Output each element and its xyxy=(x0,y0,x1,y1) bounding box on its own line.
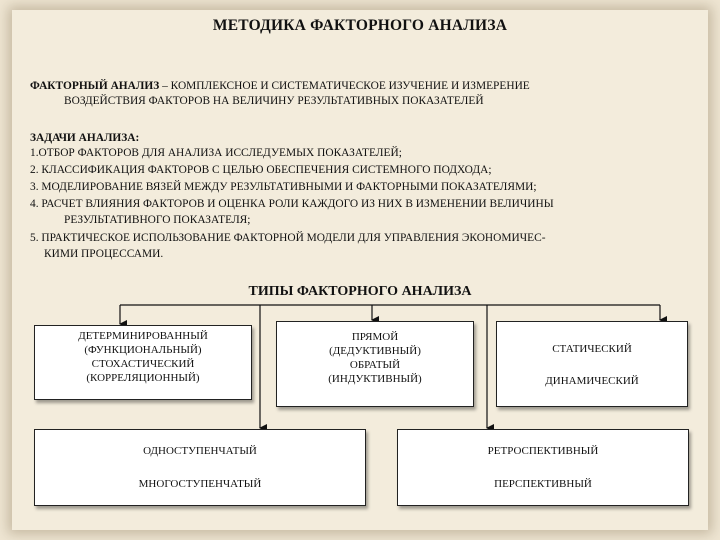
box-line: ДЕТЕРМИНИРОВАННЫЙ xyxy=(78,330,208,342)
types-title: ТИПЫ ФАКТОРНОГО АНАЛИЗА xyxy=(248,284,472,299)
box-deterministic-stochastic xyxy=(34,325,252,400)
box-line: ПЕРСПЕКТИВНЫЙ xyxy=(494,478,592,490)
box-line: (ИНДУКТИВНЫЙ) xyxy=(328,373,422,385)
task-line: КИМИ ПРОЦЕССАМИ. xyxy=(44,248,164,260)
task-line: 3. МОДЕЛИРОВАНИЕ ВЯЗЕЙ МЕЖДУ РЕЗУЛЬТАТИВНЫМИ И ФАКТОРНЫМИ ПОКАЗАТЕЛЯМИ; xyxy=(30,181,537,193)
tasks-heading: ЗАДАЧИ АНАЛИЗА: xyxy=(30,132,140,144)
task-line: 5. ПРАКТИЧЕСКОЕ ИСПОЛЬЗОВАНИЕ ФАКТОРНОЙ МОДЕЛИ ДЛЯ УПРАВЛЕНИЯ ЭКОНОМИЧЕС- xyxy=(30,232,546,244)
page-title: МЕТОДИКА ФАКТОРНОГО АНАЛИЗА xyxy=(212,17,508,34)
task-line: 2. КЛАССИФИКАЦИЯ ФАКТОРОВ С ЦЕЛЬЮ ОБЕСПЕЧЕНИЯ СИСТЕМНОГО ПОДХОДА; xyxy=(30,164,492,176)
box-static-dynamic xyxy=(496,321,688,407)
box-line: МНОГОСТУПЕНЧАТЫЙ xyxy=(138,478,262,490)
box-direct-inverse xyxy=(276,321,474,407)
box-line: ОБРАТЫЙ xyxy=(349,359,401,371)
task-line: 4. РАСЧЕТ ВЛИЯНИЯ ФАКТОРОВ И ОЦЕНКА РОЛИ КАЖДОГО ИЗ НИХ В ИЗМЕНЕНИИ ВЕЛИЧИНЫ xyxy=(30,198,554,210)
box-line: ПРЯМОЙ xyxy=(351,331,399,343)
box-line: СТАТИЧЕСКИЙ xyxy=(552,343,632,355)
task-line: 1.ОТБОР ФАКТОРОВ ДЛЯ АНАЛИЗА ИССЛЕДУЕМЫХ ПОКАЗАТЕЛЕЙ; xyxy=(30,147,402,159)
task-line: РЕЗУЛЬТАТИВНОГО ПОКАЗАТЕЛЯ; xyxy=(64,214,251,226)
box-line: (КОРРЕЛЯЦИОННЫЙ) xyxy=(86,372,200,384)
definition-line-2: ВОЗДЕЙСТВИЯ ФАКТОРОВ НА ВЕЛИЧИНУ РЕЗУЛЬТАТИВНЫХ ПОКАЗАТЕЛЕЙ xyxy=(64,95,484,107)
box-line: (ФУНКЦИОНАЛЬНЫЙ) xyxy=(84,344,202,356)
box-single-multi-stage xyxy=(34,429,366,506)
box-line: СТОХАСТИЧЕСКИЙ xyxy=(91,358,195,370)
box-line: ДИНАМИЧЕСКИЙ xyxy=(545,375,639,387)
definition-term: ФАКТОРНЫЙ АНАЛИЗ xyxy=(30,80,160,92)
box-retro-perspective xyxy=(397,429,689,506)
definition-text-1: – КОМПЛЕКСНОЕ И СИСТЕМАТИЧЕСКОЕ ИЗУЧЕНИЕ И ИЗМЕРЕНИЕ xyxy=(159,80,530,92)
box-line: (ДЕДУКТИВНЫЙ) xyxy=(329,345,421,357)
box-line: ОДНОСТУПЕНЧАТЫЙ xyxy=(143,445,257,457)
box-line: РЕТРОСПЕКТИВНЫЙ xyxy=(487,445,599,457)
